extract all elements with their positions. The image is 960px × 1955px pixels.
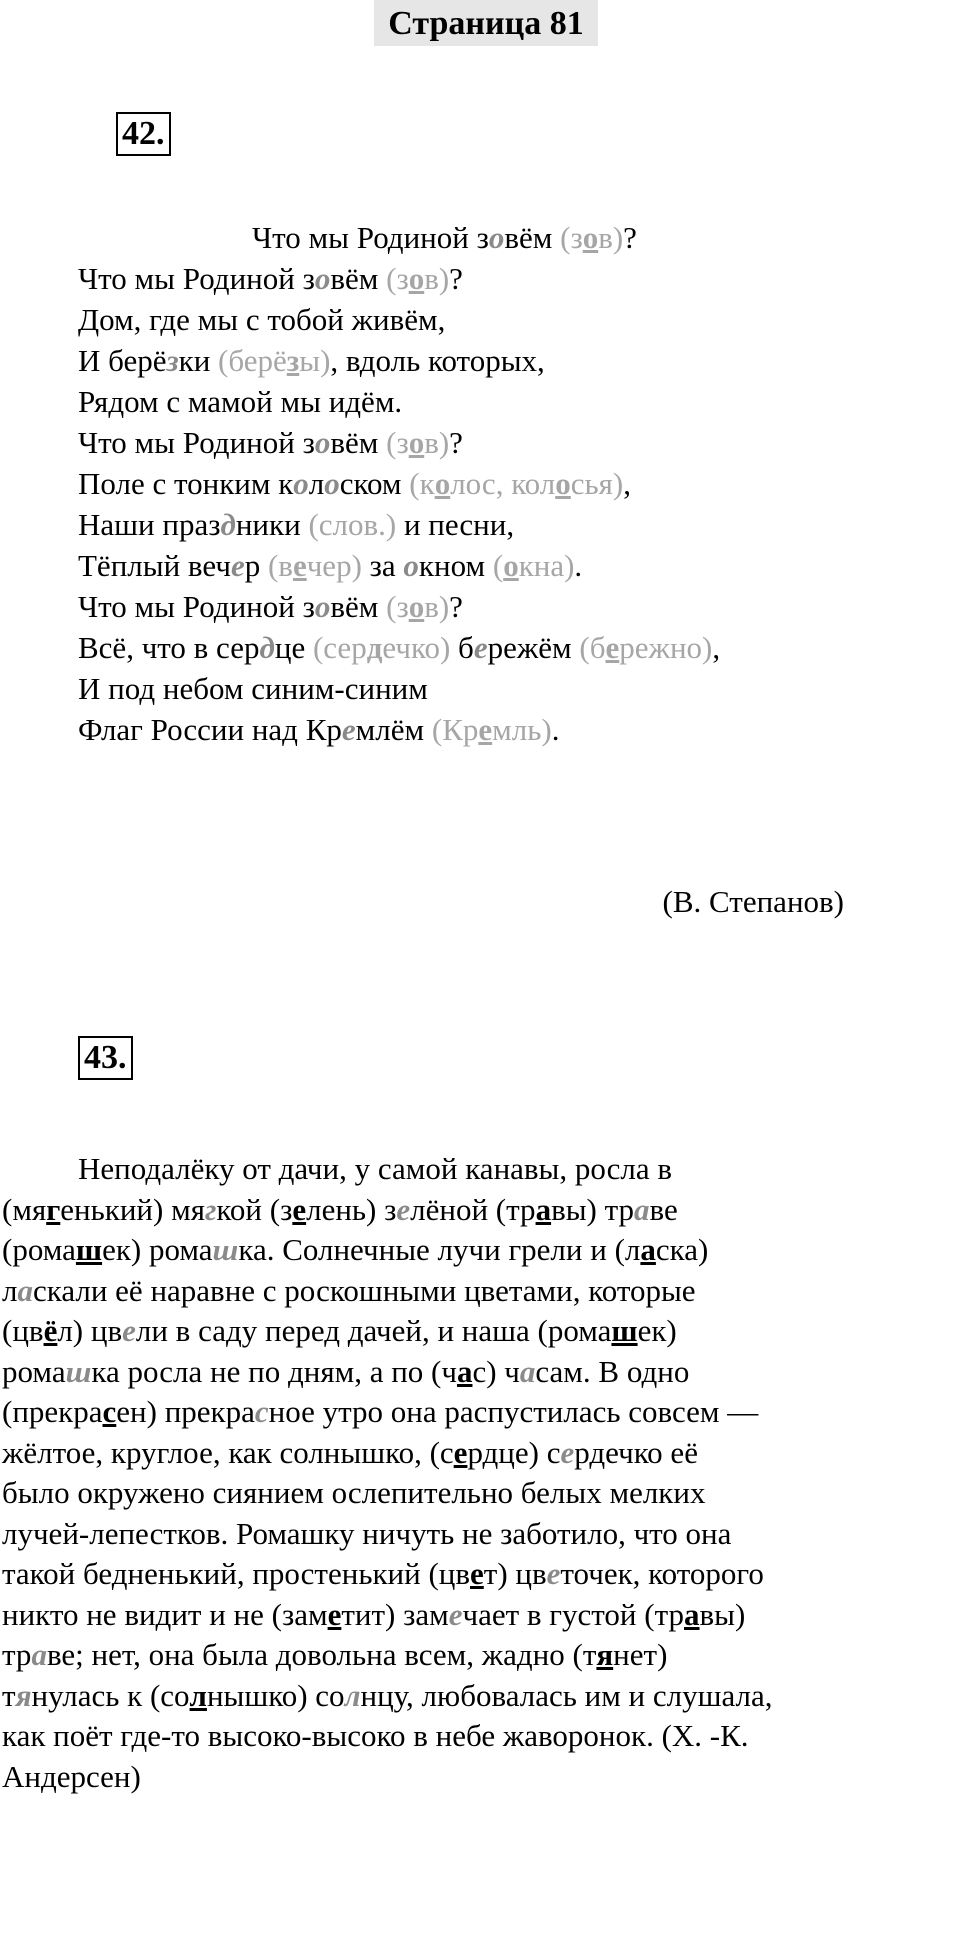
text-segment: ве <box>649 1191 678 1227</box>
text-segment: никто не видит и не (зам <box>2 1596 328 1632</box>
text-gv: е <box>341 712 356 747</box>
text-gv: е <box>546 1556 561 1591</box>
text-segment: (прекра <box>2 1394 103 1429</box>
text-gv: о <box>488 220 505 255</box>
text-ul: а <box>684 1596 700 1632</box>
text-hint-ul: о <box>582 220 599 255</box>
text-hint-ul: д <box>366 630 383 665</box>
text-segment: режём <box>487 630 580 665</box>
text-hint-ul: о <box>503 548 519 583</box>
text-segment: (мя <box>2 1191 47 1227</box>
text-gv: о <box>314 261 331 296</box>
text-hint-ul: о <box>555 466 571 501</box>
text-gv: о <box>403 548 419 583</box>
text-segment: Дом, где мы с тобой живём, <box>78 302 446 337</box>
text-gv: ш <box>212 1232 239 1267</box>
text-ul: г <box>46 1191 61 1227</box>
text-segment: ли в саду перед дачей, и наша (рома <box>135 1313 612 1348</box>
text-segment: б <box>450 630 474 665</box>
text-segment: и песни, <box>396 507 515 542</box>
text-gv: я <box>15 1677 32 1713</box>
text-segment: млём <box>355 712 432 747</box>
text-segment: , <box>623 466 631 501</box>
text-segment: вём <box>504 220 561 255</box>
text-segment: нышко) со <box>206 1677 345 1713</box>
text-segment: Что мы Родиной з <box>78 425 315 460</box>
text-segment: Неподалёку от дачи, у самой канавы, росла в <box>78 1151 673 1186</box>
text-ul: л <box>189 1677 207 1713</box>
text-hint-ul: о <box>408 425 425 460</box>
text-ul: я <box>596 1637 614 1672</box>
text-segment: такой бедненький, простенький (цв <box>2 1556 471 1591</box>
text-segment: Рядом с мамой мы идём. <box>78 384 403 419</box>
text-segment: точек, которого <box>560 1556 764 1591</box>
text-gv: з <box>166 343 179 378</box>
text-hint: в) <box>424 261 450 296</box>
text-gv: а <box>31 1637 47 1672</box>
text-segment: рдечко её <box>574 1434 698 1470</box>
text-segment: це <box>274 630 313 665</box>
text-segment: Флаг России над Кр <box>78 712 342 747</box>
text-hint: (в <box>267 548 293 583</box>
text-gv: ш <box>65 1353 92 1389</box>
text-gv: а <box>519 1353 536 1389</box>
text-segment: рома <box>2 1353 66 1389</box>
text-segment: (цв <box>2 1313 44 1348</box>
text-hint: ( <box>492 548 504 583</box>
text-segment: кой (з <box>216 1191 293 1227</box>
text-gv: е <box>230 548 245 583</box>
text-ul: е <box>292 1191 307 1227</box>
text-segment: с) ч <box>472 1353 520 1389</box>
text-segment: т <box>2 1677 16 1713</box>
text-segment: ка. Солнечные лучи грели и (л <box>238 1232 641 1267</box>
text-hint: (берё <box>218 343 287 378</box>
text-gv: е <box>396 1191 411 1227</box>
text-ul: ш <box>75 1232 103 1267</box>
text-segment: (рома <box>2 1232 76 1267</box>
text-hint-ul: з <box>286 343 300 378</box>
text-ul: ш <box>611 1313 638 1348</box>
text-hint: в) <box>424 589 450 624</box>
text-segment: Что мы Родиной з <box>78 589 315 624</box>
text-hint: мль) <box>492 712 552 747</box>
text-segment: Что мы Родиной з <box>252 220 489 255</box>
text-hint: ечко) <box>382 630 451 665</box>
text-segment: И берё <box>78 343 167 378</box>
text-gv: д <box>220 507 236 542</box>
text-hint: в) <box>424 425 450 460</box>
text-hint: режно) <box>619 630 713 665</box>
text-segment: ки <box>178 343 219 378</box>
text-segment: лёной (тр <box>410 1191 536 1227</box>
text-segment: Всё, что в сер <box>78 630 260 665</box>
text-segment: ? <box>449 261 463 296</box>
text-hint: (к <box>409 466 435 501</box>
text-ul: е <box>470 1556 484 1591</box>
exercise-43-number: 43. <box>78 1036 133 1080</box>
text-gv: о <box>314 589 331 624</box>
text-segment: . <box>574 548 583 583</box>
text-ul: е <box>453 1434 468 1470</box>
text-ul: а <box>640 1232 656 1267</box>
text-hint: лос, кол <box>450 466 556 501</box>
text-hint: чер) <box>306 548 362 583</box>
text-segment: ском <box>339 466 410 501</box>
text-gv: л <box>344 1677 361 1713</box>
text-hint-ul: е <box>478 712 493 747</box>
text-gv: д <box>259 630 275 665</box>
text-segment: вём <box>330 425 387 460</box>
text-segment: , вдоль которых, <box>330 343 545 378</box>
text-hint: (б <box>579 630 606 665</box>
text-gv: о <box>324 466 340 501</box>
text-segment: кном <box>418 548 493 583</box>
poem-author: (В. Степанов) <box>662 884 844 919</box>
text-segment: скали её наравне с роскошными цветами, которые <box>32 1272 696 1308</box>
text-segment: тр <box>2 1637 32 1672</box>
text-hint-ul: е <box>292 548 307 583</box>
text-gv: а <box>17 1272 33 1308</box>
text-segment: . <box>551 712 560 747</box>
text-segment: ве; нет, она была довольна всем, жадно (т <box>46 1637 597 1672</box>
text-segment: нет) <box>613 1637 668 1672</box>
text-hint: сья) <box>570 466 624 501</box>
text-hint: в) <box>598 220 624 255</box>
text-segment: л) цв <box>57 1313 123 1348</box>
text-gv: е <box>560 1434 575 1470</box>
text-segment: вём <box>330 589 387 624</box>
text-segment: чает в густой (тр <box>462 1596 685 1632</box>
text-ul: а <box>535 1191 552 1227</box>
text-segment: Поле с тонким к <box>78 466 294 501</box>
text-segment: Наши праз <box>78 507 221 542</box>
text-segment: нулась к (со <box>31 1677 190 1713</box>
text-segment: сам. В одно <box>535 1353 690 1389</box>
text-gv: г <box>204 1191 217 1227</box>
page-title: Страница 81 <box>374 0 598 46</box>
text-segment: Андерсен) <box>2 1758 141 1794</box>
text-segment: т) цв <box>483 1556 547 1591</box>
text-segment: И под небом синим-синим <box>78 671 428 706</box>
text-segment: ники <box>235 507 309 542</box>
text-hint-ul: о <box>434 466 451 501</box>
text-ul: ё <box>43 1313 58 1348</box>
text-segment: л <box>2 1272 18 1308</box>
text-gv: а <box>634 1191 650 1227</box>
text-segment: ек) <box>637 1313 677 1348</box>
text-gv: с <box>254 1394 269 1429</box>
text-segment: л <box>308 466 325 501</box>
text-hint: (Кр <box>431 712 479 747</box>
text-gv: е <box>448 1596 463 1632</box>
text-segment: за <box>361 548 404 583</box>
text-segment: ное утро она распустилась совсем — <box>268 1394 759 1429</box>
text-segment: Что мы Родиной з <box>78 261 315 296</box>
text-gv: е <box>473 630 488 665</box>
text-segment: ? <box>449 589 463 624</box>
text-hint: (сер <box>312 630 367 665</box>
text-segment: как поёт где-то высоко-высоко в небе жаворонок. (Х. -К. <box>2 1718 749 1753</box>
text-segment: ска) <box>655 1232 709 1267</box>
text-hint: (з <box>386 589 409 624</box>
text-segment: было окружено сиянием ослепительно белых мелких <box>2 1475 706 1510</box>
text-hint: (з <box>386 261 409 296</box>
text-ul: а <box>456 1353 473 1389</box>
text-hint-ul: о <box>408 261 425 296</box>
text-segment: ? <box>449 425 463 460</box>
prose-line <box>2 1752 141 1802</box>
text-gv: о <box>314 425 331 460</box>
text-segment: нцу, любовалась им и слушала, <box>360 1677 773 1713</box>
text-segment: Тёплый веч <box>78 548 231 583</box>
text-segment: вы) тр <box>551 1191 635 1227</box>
text-segment: вём <box>330 261 387 296</box>
text-segment: р <box>244 548 268 583</box>
text-hint: (слов.) <box>308 507 397 542</box>
text-hint: ы) <box>299 343 331 378</box>
text-segment: ен) прекра <box>116 1394 255 1429</box>
text-segment: , <box>712 630 721 665</box>
text-segment: вы) <box>699 1596 746 1632</box>
text-segment: ка росла не по дням, а по (ч <box>91 1353 457 1389</box>
text-gv: о <box>293 466 309 501</box>
text-hint-ul: о <box>408 589 425 624</box>
exercise-42-number: 42. <box>116 112 171 156</box>
text-segment: рдце) с <box>467 1434 561 1470</box>
text-segment: жёлтое, круглое, как солнышко, (с <box>2 1434 454 1470</box>
text-ul: с <box>102 1394 117 1429</box>
text-segment: лучей-лепестков. Ромашку ничуть не заботило, что она <box>2 1515 732 1551</box>
text-ul: е <box>327 1596 342 1632</box>
text-segment: тит) зам <box>341 1596 449 1632</box>
text-gv: е <box>122 1313 136 1348</box>
text-segment: ек) рома <box>102 1232 213 1267</box>
text-hint: (з <box>386 425 409 460</box>
text-hint-ul: е <box>605 630 620 665</box>
text-segment: енький) мя <box>60 1191 205 1227</box>
text-hint: (з <box>560 220 583 255</box>
text-hint: кна) <box>518 548 575 583</box>
text-segment: ? <box>623 220 637 255</box>
poem-line <box>78 704 559 756</box>
text-segment: лень) з <box>306 1191 397 1227</box>
